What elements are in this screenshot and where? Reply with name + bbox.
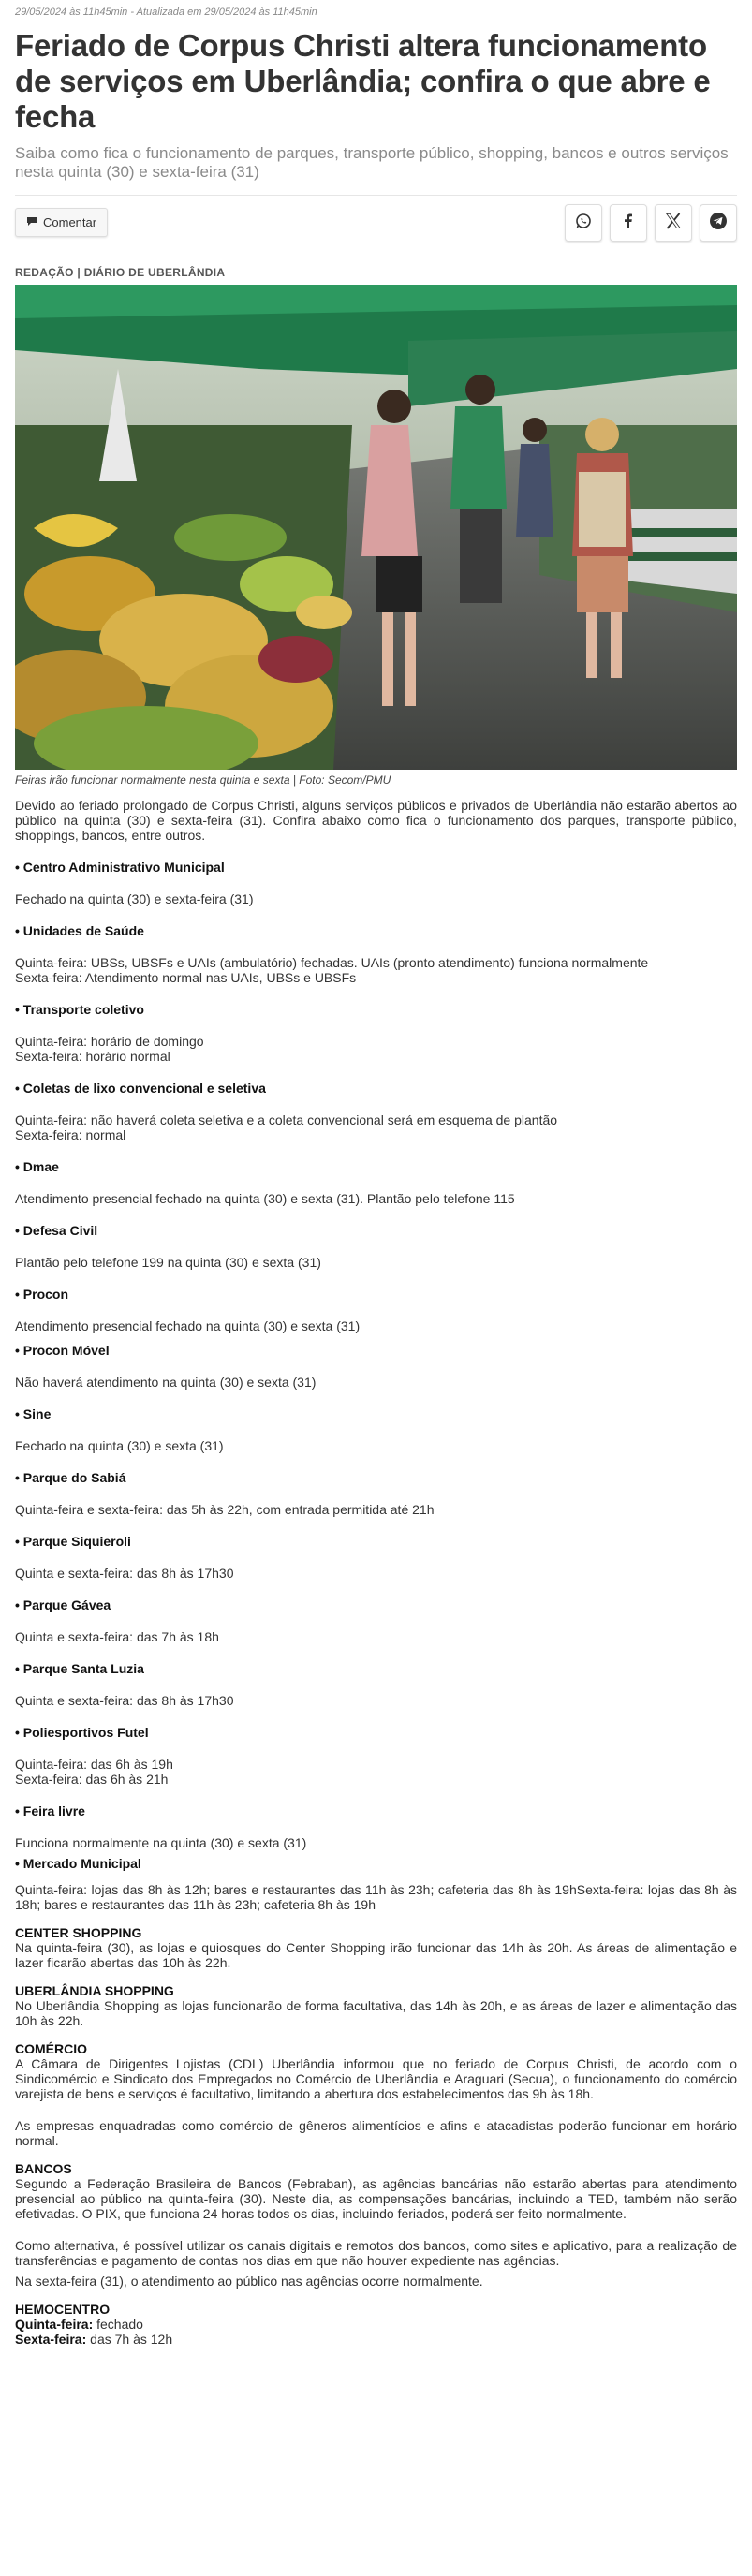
center-shopping-heading: CENTER SHOPPING (15, 1925, 142, 1940)
comercio-heading: COMÉRCIO (15, 2041, 87, 2056)
service-heading: • Feira livre (15, 1803, 85, 1818)
service-info (15, 1191, 737, 1206)
article-body (15, 798, 737, 2347)
service-heading: • Transporte coletivo (15, 1002, 144, 1017)
service-heading: • Sine (15, 1406, 52, 1421)
service-info (15, 1112, 737, 1142)
service-line: Quinta-feira: horário de domingo (15, 1034, 204, 1049)
service-info (15, 1318, 737, 1333)
mercado-text: Quinta-feira: lojas das 8h às 12h; bares e restaurantes das 11h às 23h; cafeteria das 8h às 19hSexta-feira: lojas das 8h às 18h; bares e restaurantes das 11h às 23h; cafeteria 8h às 19h (15, 1882, 737, 1912)
service-line: Quinta-feira: das 6h às 19h (15, 1757, 173, 1772)
service-heading: • Parque Gávea (15, 1597, 111, 1612)
service-info (15, 1835, 737, 1850)
intro-paragraph: Devido ao feriado prolongado de Corpus Christi, alguns serviços públicos e privados de Uberlândia não estarão abertos ao público na quinta (30) e sexta-feira (31). Confira abaixo como fica o funcionamento dos parques, transporte público, shoppings, bancos, entre outros. (15, 798, 737, 843)
bancos-text-2: Como alternativa, é possível utilizar os canais digitais e remotos dos bancos, como sites e aplicativo, para a realização de transferências e pagamento de contas nos dias em que não houver expediente nas agências. (15, 2238, 737, 2268)
uberlandia-shopping-text: No Uberlândia Shopping as lojas funcionarão de forma facultativa, das 14h às 20h, e as áreas de lazer e alimentação das 10h às 22h. (15, 1998, 737, 2028)
service-line: Quinta-feira: UBSs, UBSFs e UAIs (ambulatório) fechadas. UAIs (pronto atendimento) funciona normalmente (15, 955, 649, 970)
article-title: Feriado de Corpus Christi altera funcionamento de serviços em Uberlândia; confira o que abre e fecha (15, 28, 711, 134)
service-heading: • Coletas de lixo convencional e seletiva (15, 1081, 266, 1096)
service-heading: • Parque do Sabiá (15, 1470, 126, 1485)
photo-caption: Feiras irão funcionar normalmente nesta quinta e sexta | Foto: Secom/PMU (15, 773, 391, 787)
share-telegram-button[interactable] (700, 204, 737, 242)
service-line: Sexta-feira: Atendimento normal nas UAIs, UBSs e UBSFs (15, 970, 357, 985)
article-photo (15, 285, 737, 770)
facebook-icon (620, 213, 637, 234)
service-info (15, 1566, 737, 1581)
bancos-heading: BANCOS (15, 2161, 72, 2176)
uberlandia-shopping-heading: UBERLÂNDIA SHOPPING (15, 1983, 174, 1998)
service-heading: • Dmae (15, 1159, 59, 1174)
x-icon (664, 212, 683, 235)
article-actions (15, 195, 737, 251)
service-info (15, 1629, 737, 1644)
service-line: Atendimento presencial fechado na quinta (30) e sexta (31). Plantão pelo telefone 115 (15, 1191, 515, 1206)
hemocentro-thursday (15, 2317, 737, 2332)
service-info (15, 1757, 737, 1787)
service-line: Atendimento presencial fechado na quinta (30) e sexta (31) (15, 1318, 361, 1333)
service-heading: • Parque Siquieroli (15, 1534, 131, 1549)
service-heading: • Centro Administrativo Municipal (15, 860, 225, 875)
service-info (15, 1034, 737, 1064)
service-line: Quinta e sexta-feira: das 8h às 17h30 (15, 1693, 234, 1708)
share-facebook-button[interactable] (610, 204, 647, 242)
center-shopping-text: Na quinta-feira (30), as lojas e quiosques do Center Shopping irão funcionar das 14h às 20h. As áreas de alimentação e lazer ficarão abertas das 10h às 22h. (15, 1940, 737, 1970)
service-line: Fechado na quinta (30) e sexta (31) (15, 1438, 224, 1453)
service-line: Sexta-feira: normal (15, 1127, 126, 1142)
service-line: Funciona normalmente na quinta (30) e sexta (31) (15, 1835, 307, 1850)
service-heading: • Poliesportivos Futel (15, 1725, 149, 1740)
share-whatsapp-button[interactable] (565, 204, 602, 242)
service-heading: • Unidades de Saúde (15, 923, 144, 938)
service-line: Quinta-feira: não haverá coleta seletiva e a coleta convencional será em esquema de plantão (15, 1112, 558, 1127)
comment-button[interactable] (15, 208, 108, 237)
telegram-icon (709, 212, 728, 235)
share-buttons (565, 204, 737, 242)
service-line: Fechado na quinta (30) e sexta-feira (31) (15, 891, 254, 906)
service-info (15, 1375, 737, 1390)
service-line: Não haverá atendimento na quinta (30) e sexta (31) (15, 1375, 317, 1390)
service-info (15, 1438, 737, 1453)
hemocentro-friday (15, 2332, 737, 2347)
services-list (15, 860, 737, 1850)
service-line: Quinta-feira e sexta-feira: das 5h às 22h, com entrada permitida até 21h (15, 1502, 435, 1517)
share-x-button[interactable] (655, 204, 692, 242)
service-line: Sexta-feira: das 6h às 21h (15, 1772, 169, 1787)
service-heading: • Procon (15, 1287, 69, 1302)
comment-icon (26, 215, 37, 229)
service-line: Plantão pelo telefone 199 na quinta (30) e sexta (31) (15, 1255, 321, 1270)
hemocentro-heading: HEMOCENTRO (15, 2302, 111, 2317)
hemocentro-friday-label: Sexta-feira: (15, 2332, 87, 2347)
byline: REDAÇÃO | DIÁRIO DE UBERLÂNDIA (15, 266, 226, 279)
service-line: Quinta e sexta-feira: das 8h às 17h30 (15, 1566, 234, 1581)
service-line: Sexta-feira: horário normal (15, 1049, 170, 1064)
service-line: Quinta e sexta-feira: das 7h às 18h (15, 1629, 219, 1644)
service-heading: • Defesa Civil (15, 1223, 98, 1238)
bancos-text-3: Na sexta-feira (31), o atendimento ao público nas agências ocorre normalmente. (15, 2274, 483, 2289)
comercio-text-1: A Câmara de Dirigentes Lojistas (CDL) Uberlândia informou que no feriado de Corpus Christi, de acordo com o Sindicomércio e Sindicato dos Empregados no Comércio de Uberlândia e Araguari (Secua), o funcionamento do comércio varejista de bens e serviços é facultativo, limitando a abertura dos estabelecimentos das 9h às 18h. (15, 2056, 737, 2101)
hemocentro-friday-value: das 7h às 12h (86, 2332, 173, 2347)
service-heading: • Parque Santa Luzia (15, 1661, 144, 1676)
publish-dates: 29/05/2024 às 11h45min - Atualizada em 29/05/2024 às 11h45min (15, 7, 317, 18)
bancos-text-1: Segundo a Federação Brasileira de Bancos (Febraban), as agências bancárias não estarão abertas para atendimento presencial ao público na quinta-feira (30). Neste dia, as compensações bancárias, incluindo a TED, também não serão efetivadas. O PIX, que funciona 24 horas todos os dias, incluindo feriados, poderá ser feito normalmente. (15, 2176, 737, 2221)
service-info (15, 955, 737, 985)
comment-label: Comentar (43, 215, 97, 229)
service-info (15, 1693, 737, 1708)
comercio-text-2: As empresas enquadradas como comércio de gêneros alimentícios e afins e atacadistas poderão funcionar em horário normal. (15, 2118, 737, 2148)
hemocentro-thursday-label: Quinta-feira: (15, 2317, 94, 2332)
hemocentro-thursday-value: fechado (93, 2317, 143, 2332)
service-info (15, 1502, 737, 1517)
service-heading: • Procon Móvel (15, 1343, 110, 1358)
service-info (15, 1255, 737, 1270)
mercado-heading: • Mercado Municipal (15, 1856, 141, 1871)
article-subtitle: Saiba como fica o funcionamento de parques, transporte público, shopping, bancos e outros serviços nesta quinta (30) e sexta-feira (31) (15, 144, 729, 181)
whatsapp-icon (575, 213, 592, 234)
service-info (15, 891, 737, 906)
